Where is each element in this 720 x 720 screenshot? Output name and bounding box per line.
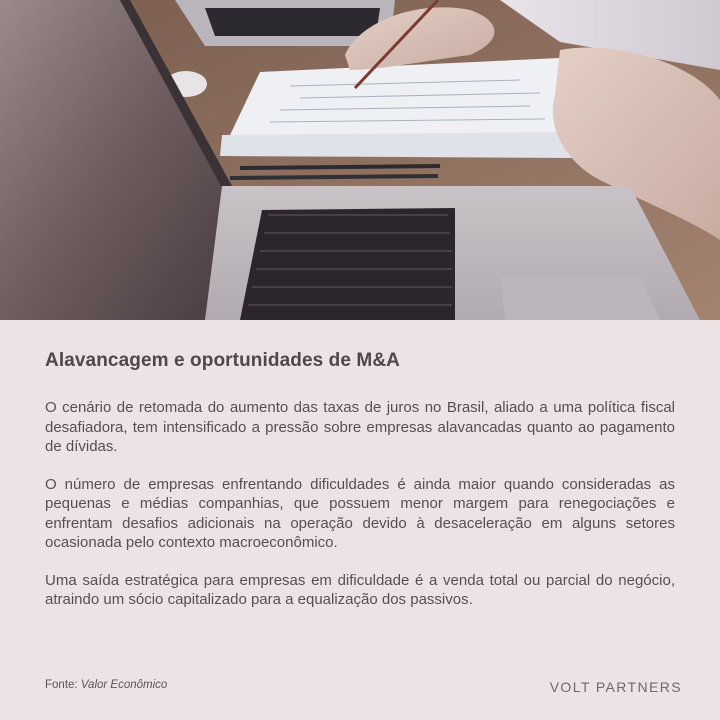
content-panel: [0, 320, 720, 720]
paragraph-2: O número de empresas enfrentando dificuldades é ainda maior quando consideradas as pequenas e médias companhias, que possuem menor margem para renegociações e enfrentam desafios adicionais na operação devido à desaceleração em alguns setores ocasionada pelo contexto macroeconômico.: [45, 475, 675, 551]
source-name: Valor Econômico: [80, 679, 168, 691]
laptop-meeting-illustration: [0, 0, 720, 320]
article-title: Alavancagem e oportunidades de M&A: [45, 350, 400, 371]
paragraph-1: O cenário de retomada do aumento das taxas de juros no Brasil, aliado a uma política fiscal desafiadora, tem intensificado a pressão sobre empresas alavancadas quanto ao pagamento de dívidas.: [45, 399, 675, 455]
source-label: Fonte:: [45, 679, 81, 691]
brand-wordmark: VOLT PARTNERS: [549, 679, 682, 695]
article-body: [45, 398, 675, 628]
header-photo: [0, 0, 720, 320]
paragraph-3: Uma saída estratégica para empresas em dificuldade é a venda total ou parcial do negócio, atraindo um sócio capitalizado para a equalização dos passivos.: [45, 571, 675, 608]
source-credit: [45, 679, 167, 691]
